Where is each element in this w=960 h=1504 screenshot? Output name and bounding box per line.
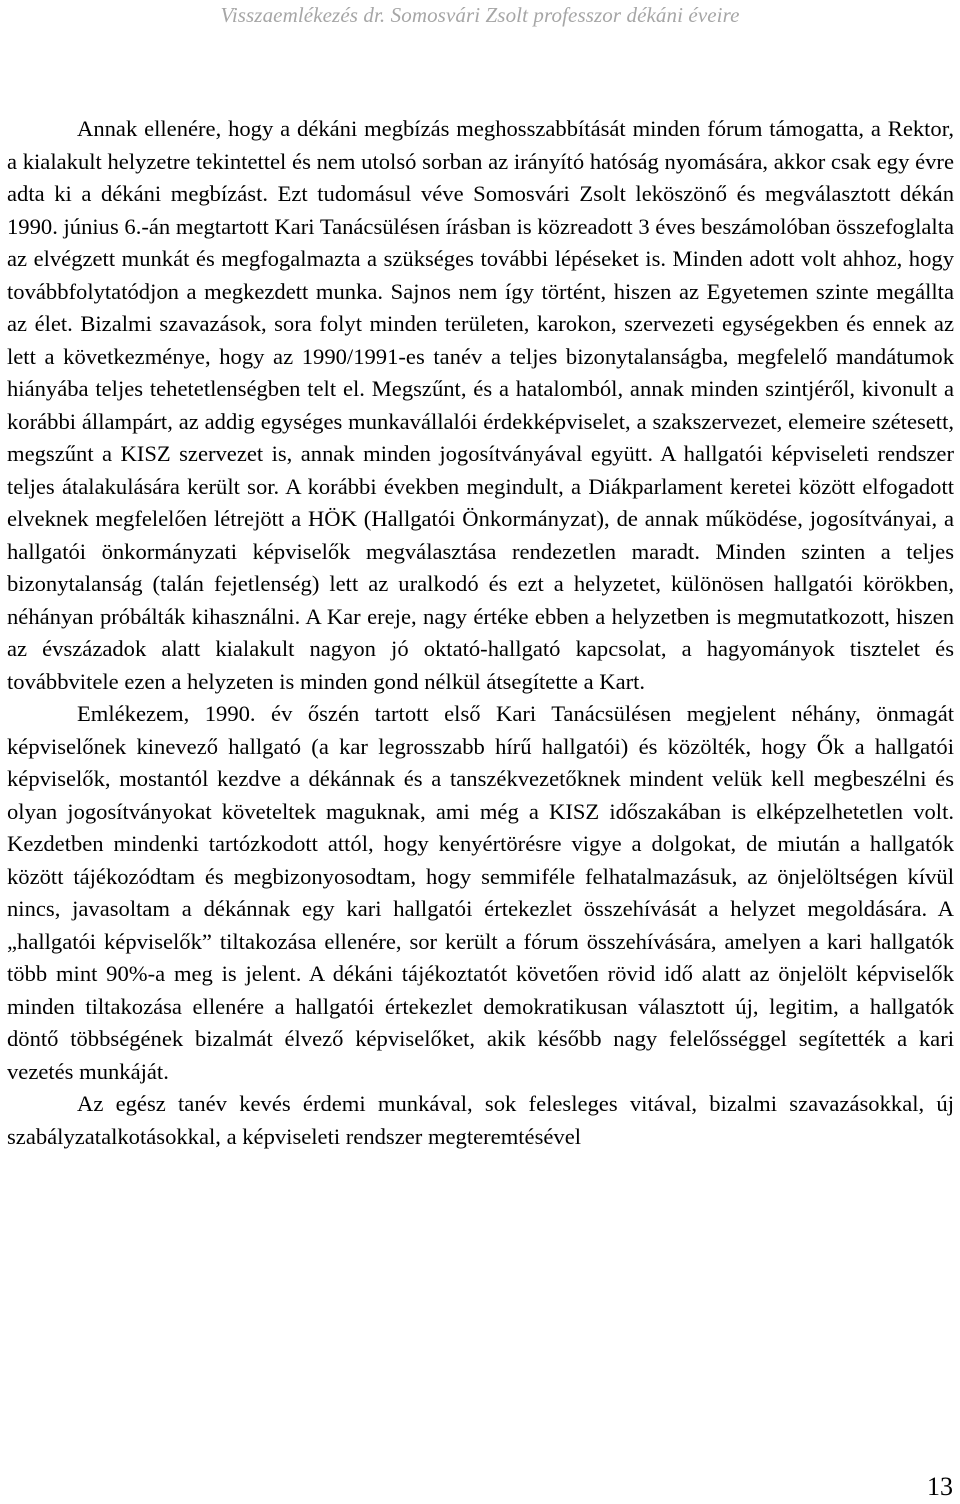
paragraph: Annak ellenére, hogy a dékáni megbízás meghosszabbítását minden fórum támogatta, a Rektor, a kialakult helyzetre tekintettel és nem utolsó sorban az irányító hatóság nyomására, akkor csak egy évre adta ki a dékáni megbízást. Ezt tudomásul véve Somosvári Zsolt leköszönő és megválasztott dékán 1990. június 6.-án megtartott Kari Tanácsülésen írásban is közreadott 3 éves beszámolóban összefoglalta az elvégzett munkát és megfogalmazta a szükséges további lépéseket is. Minden adott volt ahhoz, hogy továbbfolytatódjon a megkezdett munka. Sajnos nem így történt, hiszen az Egyetemen szinte megállta az élet. Bizalmi szavazások, sora folyt minden területen, karokon, szervezeti egységekben és ennek az lett a következménye, hogy az 1990/1991-es tanév a teljes bizonytalanságba, megfelelő mandátumok hiányába teljes tehetetlenségben telt el. Megszűnt, és a hatalomból, annak minden szintjéről, kivonult a korábbi állampárt, az addig egységes munkavállalói érdekképviselet, a szakszervezet, elemeire szétesett, megszűnt a KISZ szervezet is, annak minden jogosítványával együtt. A hallgatói képviseleti rendszer teljes átalakulására került sor. A korábbi években megindult, a Diákparlament keretei között elfogadott elveknek megfelelően létrejött a HÖK (Hallgatói Önkormányzat), de annak működése, jogosítványai, a hallgatói önkormányzati képviselők megválasztása rendezetlen maradt. Minden szinten a teljes bizonytalanság (talán fejetlenség) lett az uralkodó és ezt a helyzetet, különösen hallgatói körökben, néhányan próbálták kihasználni. A Kar ereje, nagy értéke ebben a helyzetben is megmutatkozott, hiszen az évszázadok alatt kialakult nagyon jó oktató-hallgató kapcsolat, a hagyományok tisztelet és továbbvitele ezen a helyzeten is minden gond nélkül átsegítette a Kart. (7, 116, 954, 694)
body-text (7, 113, 954, 1153)
paragraph: Emlékezem, 1990. év őszén tartott első Kari Tanácsülésen megjelent néhány, önmagát képviselőnek kinevező hallgató (a kar legrosszabb hírű hallgatói) és közölték, hogy Ők a hallgatói képviselők, mostantól kezdve a dékánnak és a tanszékvezetőknek mindent velük kell megbeszélni és olyan jogosítványokat követeltek maguknak, ami még a KISZ időszakában is elképzelhetetlen volt. Kezdetben mindenki tartózkodott attól, hogy kenyértörésre vigye a dolgokat, de miután a hallgatók között tájékozódtam és megbizonyosodtam, hogy semmiféle felhatalmazásuk, az önjelöltségen kívül nincs, javasoltam a dékánnak egy kari hallgatói értekezlet összehívását a helyzet megoldására. A „hallgatói képviselők” tiltakozása ellenére, sor került a fórum összehívására, amelyen a kari hallgatók több mint 90%-a meg is jelent. A dékáni tájékoztatót követően rövid idő alatt az önjelölt képviselők minden tiltakozása ellenére a hallgatói értekezlet demokratikusan választott új, legitim, a hallgatók döntő többségének bizalmát élvező képviselőket, akik később nagy felelősséggel segítették a kari vezetés munkáját. (7, 701, 954, 1084)
page-number: 13 (927, 1472, 953, 1501)
paragraph: Az egész tanév kevés érdemi munkával, sok felesleges vitával, bizalmi szavazásokkal, új szabályzatalkotásokkal, a képviseleti rendszer megteremtésével (7, 1091, 954, 1149)
running-header: Visszaemlékezés dr. Somosvári Zsolt professzor dékáni éveire (220, 3, 740, 27)
